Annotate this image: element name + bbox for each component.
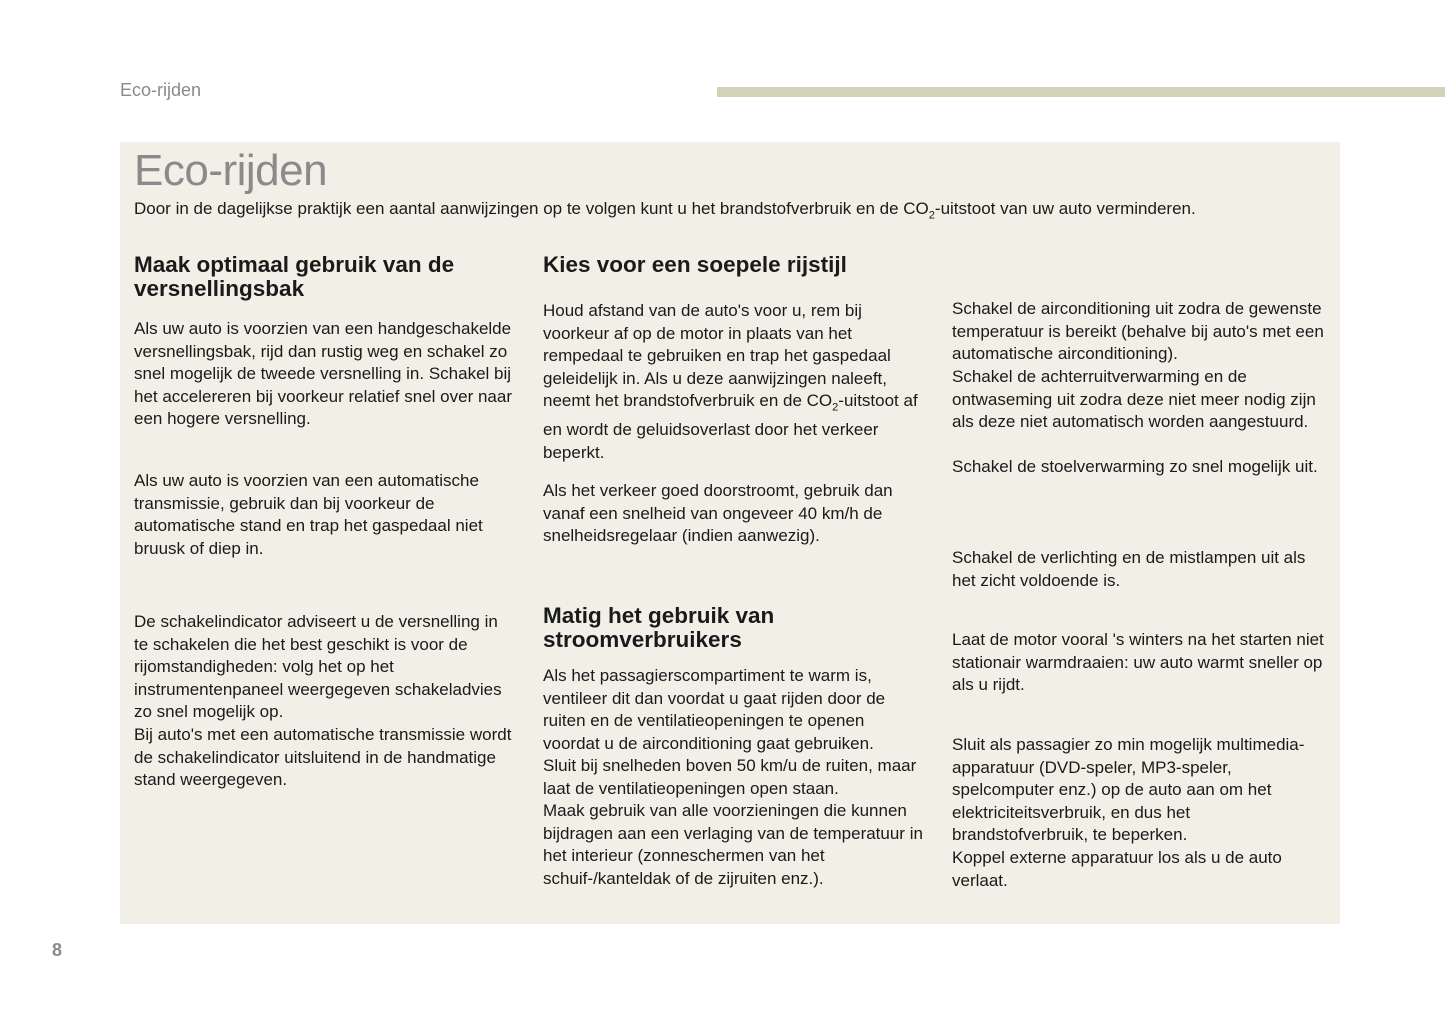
intro-text-start: Door in de dagelijkse praktijk een aantal aanwijzingen op te volgen kunt u het brandstofverbruik en de CO [134,199,929,218]
paragraph-shift-indicator-automatic: Bij auto's met een automatische transmissie wordt de schakelindicator uitsluitend in de handmatige stand weergegeven. [134,725,512,790]
paragraph-airconditioning: Schakel de airconditioning uit zodra de gewenste temperatuur is bereikt (behalve bij auto's met een automatische airconditioning). [952,299,1324,364]
paragraph-rear-heating: Schakel de achterruitverwarming en de ontwaseming uit zodra deze niet meer nodig zijn als deze niet automatisch worden aangestuurd. [952,367,1316,432]
paragraph-multimedia: Sluit als passagier zo min mogelijk multimedia-apparatuur (DVD-speler, MP3-speler, spelcomputer enz.) op de auto aan om het elektriciteitsverbruik, en dus het brandstofverbruik, te beperken. [952,735,1305,845]
heading-smooth-driving: Kies voor een soepele rijstijl [543,252,847,277]
paragraph-shift-indicator: De schakelindicator adviseert u de versnelling in te schakelen die het best geschikt is voor de rijomstandigheden: volg het op het instrumentenpaneel weergegeven schakeladvies zo snel mogelijk op. [134,612,502,722]
paragraph-windows: Sluit bij snelheden boven 50 km/u de ruiten, maar laat de ventilatieopeningen open staan. [543,756,917,798]
paragraph-engine-warmup: Laat de motor vooral 's winters na het starten niet stationair warmdraaien: uw auto warmt sneller op als u rijdt. [952,630,1324,695]
paragraph-lighting: Schakel de verlichting en de mistlampen uit als het zicht voldoende is. [952,548,1306,590]
paragraph-ventilate: Als het passagierscompartiment te warm is, ventileer dit dan voordat u gaat rijden door de ruiten en de ventilatieopeningen te openen voordat u de airconditioning gaat gebruiken. [543,666,886,753]
paragraph-smooth-driving [543,300,923,465]
co2-subscript: 2 [832,401,839,414]
running-header-title: Eco-rijden [120,80,202,100]
heading-gearbox: Maak optimaal gebruik van de versnellingsbak [134,252,455,301]
page-title: Eco-rijden [134,146,328,195]
header-rule [717,87,1445,97]
paragraph-manual-gearbox: Als uw auto is voorzien van een handgeschakelde versnellingsbak, rijd dan rustig weg en schakel zo snel mogelijk de tweede versnelling in. Schakel bij het accelereren bij voorkeur relatief snel over naar een hogere versnelling. [134,319,512,429]
paragraph-smooth-driving-start: Houd afstand van de auto's voor u, rem bij voorkeur af op de motor in plaats van het rempedaal te gebruiken en trap het gaspedaal geleidelijk in. Als u deze aanwijzingen naleeft, neemt het brandstofverbruik en de CO [543,301,891,411]
paragraph-disconnect: Koppel externe apparatuur los als u de auto verlaat. [952,848,1282,890]
paragraph-cruise-control: Als het verkeer goed doorstroomt, gebruik dan vanaf een snelheid van ongeveer 40 km/h de snelheidsregelaar (indien aanwezig). [543,481,893,546]
paragraph-smooth-driving-end: -uitstoot af en wordt de geluidsoverlast door het verkeer beperkt. [543,391,918,462]
heading-power-consumers: Matig het gebruik van stroomverbruikers [543,603,775,652]
intro-subscript: 2 [928,209,935,222]
paragraph-automatic-transmission: Als uw auto is voorzien van een automatische transmissie, gebruik dan bij voorkeur de automatische stand en trap het gaspedaal niet bruusk of diep in. [134,471,483,558]
paragraph-seat-heating: Schakel de stoelverwarming zo snel mogelijk uit. [952,457,1318,476]
paragraph-sun-shades: Maak gebruik van alle voorzieningen die kunnen bijdragen aan een verlaging van de temperatuur in het interieur (zonneschermen van het schuif-/kanteldak of de zijruiten enz.). [543,801,923,888]
page-number: 8 [52,940,63,960]
intro-text-end: -uitstoot van uw auto verminderen. [934,199,1196,218]
intro-text [134,198,1314,226]
